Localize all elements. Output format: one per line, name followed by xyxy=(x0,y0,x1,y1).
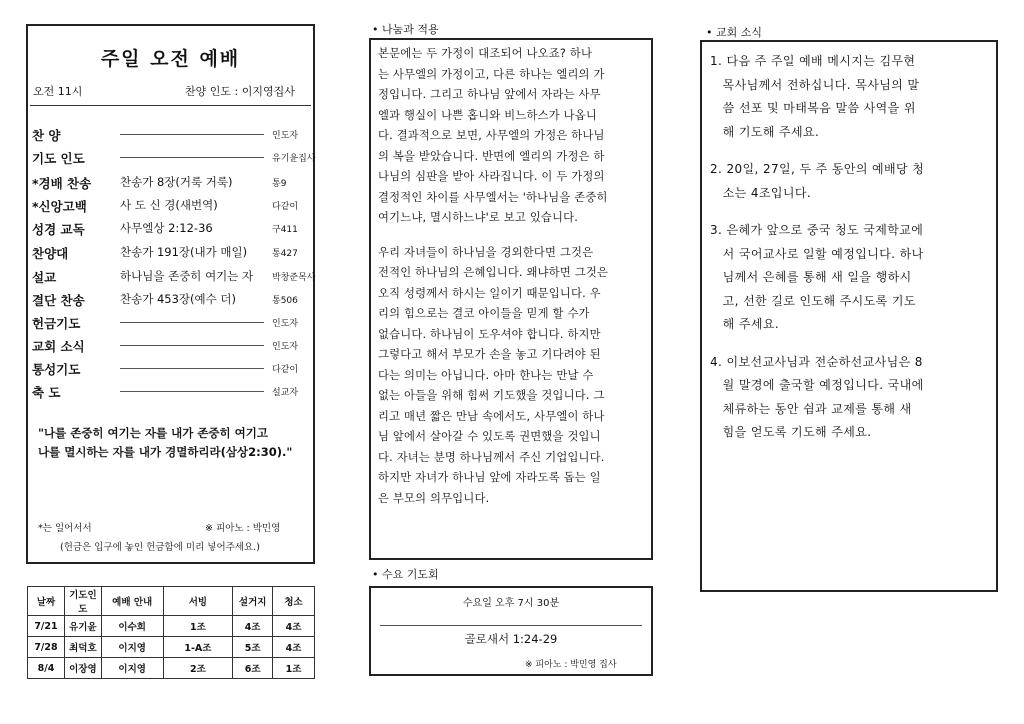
table-cell: 5조 xyxy=(233,637,273,658)
sharing-line: 리고 매년 짧은 만남 속에서도, 사무엘이 하나 xyxy=(378,409,605,423)
sharing-line: 다. 자녀는 분명 하나님께서 주신 기업입니다. xyxy=(378,450,605,464)
wednesday-divider xyxy=(380,625,642,626)
order-item-person: 통506 xyxy=(272,296,298,306)
offering-note: (헌금은 입구에 놓인 헌금함에 미리 넣어주세요.) xyxy=(60,542,260,553)
wednesday-passage: 골로새서 1:24-29 xyxy=(464,632,558,646)
sharing-line: 님 앞에서 살아갈 수 있도록 권면했을 것입니 xyxy=(378,430,601,443)
order-item xyxy=(32,244,314,266)
order-item-name: 헌금기도 xyxy=(32,316,81,331)
wednesday-heading: • 수요 기도회 xyxy=(372,568,439,581)
sharing-line: 없습니다. 하나님이 도우셔야 합니다. 하지만 xyxy=(378,327,601,341)
sharing-line: 은 부모의 의무입니다. xyxy=(378,491,490,505)
table-row xyxy=(28,616,315,637)
order-item-detail: 하나님을 존중히 여기는 자 xyxy=(120,269,254,283)
sharing-line: 본문에는 두 가정이 대조되어 나오죠? 하나 xyxy=(378,47,593,60)
sharing-line: 의 복을 받았습니다. 반면에 엘리의 가정은 하 xyxy=(378,149,605,163)
order-item-detail: 사 도 신 경(새번역) xyxy=(120,198,218,212)
wednesday-time: 수요일 오후 7시 30분 xyxy=(462,598,560,609)
news-line: 해 주세요. xyxy=(710,317,780,331)
table-cell: 청소 xyxy=(273,587,315,616)
order-item-person: 인도자 xyxy=(272,342,299,352)
sharing-line: 정입니다. 그리고 하나님 앞에서 자라는 사무 xyxy=(378,88,601,101)
duty-schedule-table xyxy=(27,586,315,679)
order-item-name: 찬양대 xyxy=(32,246,69,261)
order-item-detail: 찬송가 453장(예수 더) xyxy=(120,292,236,306)
news-line: 힘을 얻도록 기도해 주세요. xyxy=(710,425,872,439)
order-item-rule xyxy=(120,134,264,135)
table-cell: 날짜 xyxy=(28,587,65,616)
order-item-person: 설교자 xyxy=(272,388,299,398)
news-line: 님께서 은혜를 통해 새 일을 행하시 xyxy=(710,270,912,284)
order-item-person: 인도자 xyxy=(272,319,299,329)
news-line: 4. 이보선교사님과 전순하선교사님은 8 xyxy=(710,354,923,369)
order-item-name: 통성기도 xyxy=(32,362,81,377)
order-item xyxy=(32,149,314,171)
table-row xyxy=(28,658,315,679)
news-line: 해 기도해 주세요. xyxy=(710,124,820,139)
sharing-text xyxy=(378,44,650,509)
news-line xyxy=(710,144,994,158)
order-item-name: 교회 소식 xyxy=(32,339,85,354)
sharing-line: 나님의 심판을 받아 사라집니다. 이 두 가정의 xyxy=(378,170,605,183)
table-cell: 6조 xyxy=(233,658,273,679)
news-line: 소는 4조입니다. xyxy=(710,185,812,200)
news-line xyxy=(710,205,994,219)
order-item-person: 다같이 xyxy=(272,365,299,375)
table-cell: 1조 xyxy=(273,658,315,679)
order-item-person: 통9 xyxy=(272,179,287,189)
sharing-line: 하지만 자녀가 하나님 앞에 자라도록 돕는 일 xyxy=(378,471,601,484)
service-title: 주일 오전 예배 xyxy=(100,48,241,70)
news-text xyxy=(710,50,994,445)
news-line: 목사님께서 전하십니다. 목사님의 말 xyxy=(710,77,920,92)
order-item-person: 통427 xyxy=(272,249,298,259)
sharing-line: 우리 자녀들이 하나님을 경외한다면 그것은 xyxy=(378,245,594,259)
table-cell: 4조 xyxy=(273,616,315,637)
sharing-line: 여기느냐, 멸시하느냐'로 보고 있습니다. xyxy=(378,211,579,224)
table-header-row xyxy=(28,587,315,616)
order-item-rule xyxy=(120,391,264,392)
order-item xyxy=(32,383,314,405)
table-cell: 7/21 xyxy=(28,616,65,637)
table-cell: 예배 안내 xyxy=(101,587,163,616)
news-line: 서 국어교사로 일할 예정입니다. 하나 xyxy=(710,246,924,261)
sharing-line: 는 사무엘의 가정이고, 다른 하나는 엘리의 가 xyxy=(378,67,605,81)
pianist-note: ※ 피아노 : 박민영 xyxy=(205,523,281,534)
news-line xyxy=(710,337,994,351)
order-item xyxy=(32,174,314,196)
scripture-quote xyxy=(38,424,308,462)
table-cell: 최덕호 xyxy=(64,637,101,658)
order-item-name: 기도 인도 xyxy=(32,151,85,166)
order-item-person: 구411 xyxy=(272,225,298,235)
header-divider xyxy=(30,105,311,106)
order-item xyxy=(32,220,314,242)
table-cell: 7/28 xyxy=(28,637,65,658)
order-item-name: 성경 교독 xyxy=(32,222,85,237)
news-line: 1. 다음 주 주일 예배 메시지는 김무현 xyxy=(710,54,916,68)
order-item-name: *신앙고백 xyxy=(32,199,87,214)
news-heading: • 교회 소식 xyxy=(706,26,762,39)
order-item-person: 유기윤집사 xyxy=(272,154,316,164)
order-item-person: 다같이 xyxy=(272,202,299,212)
order-item-detail: 찬송가 191장(내가 매일) xyxy=(120,245,248,259)
table-cell: 이지영 xyxy=(101,637,163,658)
order-item-person: 인도자 xyxy=(272,131,299,141)
news-line: 3. 은혜가 앞으로 중국 청도 국제학교에 xyxy=(710,223,924,237)
order-item-detail: 찬송가 8장(거룩 거룩) xyxy=(120,175,233,189)
order-item-name: 결단 찬송 xyxy=(32,293,85,308)
order-item xyxy=(32,337,314,359)
table-cell: 2조 xyxy=(163,658,233,679)
news-line: 체류하는 동안 쉼과 교제를 통해 새 xyxy=(710,401,912,416)
sharing-line: 없는 아들을 위해 힘써 기도했을 것입니다. 그 xyxy=(378,389,605,402)
order-item-rule xyxy=(120,322,264,323)
table-cell: 4조 xyxy=(233,616,273,637)
table-cell: 8/4 xyxy=(28,658,65,679)
table-cell: 4조 xyxy=(273,637,315,658)
table-row xyxy=(28,637,315,658)
order-item-rule xyxy=(120,368,264,369)
order-item-person: 박창준목사 xyxy=(272,273,316,283)
table-cell: 이장영 xyxy=(64,658,101,679)
order-item-name: 설교 xyxy=(32,270,57,285)
order-item xyxy=(32,268,314,290)
table-cell: 기도인도 xyxy=(64,587,101,616)
order-item-rule xyxy=(120,157,264,158)
quote-line-1: "나를 존중히 여기는 자를 내가 존중히 여기고 xyxy=(38,426,268,440)
order-item xyxy=(32,291,314,313)
sharing-line: 엘과 행실이 나쁜 홉니와 비느하스가 나옵니 xyxy=(378,108,597,122)
quote-line-2: 나를 멸시하는 자를 내가 경멸하리라(삼상2:30)." xyxy=(38,445,293,459)
table-cell: 1-A조 xyxy=(163,637,233,658)
table-cell: 유기윤 xyxy=(64,616,101,637)
stand-note: *는 일어서서 xyxy=(38,523,92,534)
order-item-detail: 사무엘상 2:12-36 xyxy=(120,221,213,235)
order-item-name: *경배 찬송 xyxy=(32,176,92,191)
order-item xyxy=(32,197,314,219)
sharing-line: 다. 결과적으로 보면, 사무엘의 가정은 하나님 xyxy=(378,129,605,142)
news-line: 씀 선포 및 마태복음 말씀 사역을 위 xyxy=(710,101,916,115)
order-item xyxy=(32,314,314,336)
table-cell: 1조 xyxy=(163,616,233,637)
sharing-line: 결정적인 차이를 사무엘서는 '하나님을 존중히 xyxy=(378,190,608,204)
sharing-line: 다는 의미는 아닙니다. 아마 한나는 만날 수 xyxy=(378,368,594,382)
table-cell: 설거지 xyxy=(233,587,273,616)
order-item-rule xyxy=(120,345,264,346)
news-line: 2. 20일, 27일, 두 주 동안의 예배당 청 xyxy=(710,162,925,176)
service-time: 오전 11시 xyxy=(33,85,83,98)
sharing-line: 그렇다고 해서 부모가 손을 놓고 기다려야 된 xyxy=(378,348,601,361)
order-item-name: 찬 양 xyxy=(32,128,61,143)
sharing-line: 오직 성령께서 하시는 일이기 때문입니다. 우 xyxy=(378,286,601,300)
table-cell: 이수희 xyxy=(101,616,163,637)
table-cell: 이지영 xyxy=(101,658,163,679)
news-line: 고, 선한 길로 인도해 주시도록 기도 xyxy=(710,293,916,308)
sharing-line: 전적인 하나님의 은혜입니다. 왜냐하면 그것은 xyxy=(378,266,609,279)
order-item xyxy=(32,360,314,382)
praise-leader: 찬양 인도 : 이지영집사 xyxy=(185,85,295,98)
sharing-line: 리의 힘으로는 결코 아이들을 믿게 할 수가 xyxy=(378,307,590,320)
order-item xyxy=(32,126,314,148)
table-cell: 서빙 xyxy=(163,587,233,616)
wednesday-pianist: ※ 피아노 : 박민영 집사 xyxy=(525,660,617,670)
news-line: 월 말경에 출국할 예정입니다. 국내에 xyxy=(710,378,924,392)
sharing-line xyxy=(378,229,650,243)
sharing-heading: • 나눔과 적용 xyxy=(372,23,439,36)
order-item-name: 축 도 xyxy=(32,385,61,400)
